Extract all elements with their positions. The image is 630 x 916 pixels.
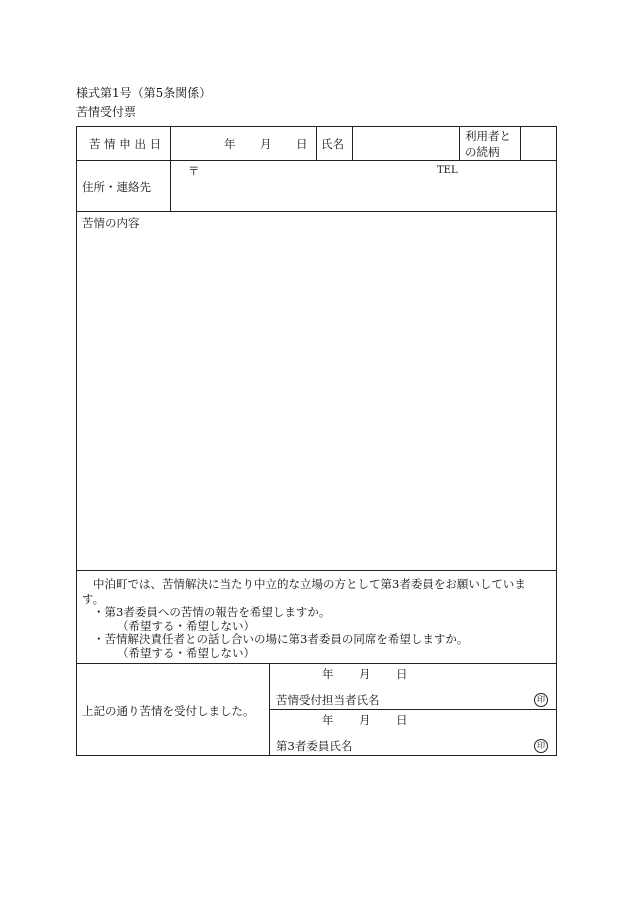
staff-date-day: 日 bbox=[396, 667, 408, 681]
staff-name-label: 苦情受付担当者氏名 bbox=[276, 693, 380, 707]
staff-seal-icon: 印 bbox=[534, 693, 548, 707]
name-label: 氏名 bbox=[321, 137, 344, 151]
staff-date-year: 年 bbox=[322, 667, 334, 681]
relationship-label-line2: の続柄 bbox=[465, 145, 500, 159]
committee-seal-icon: 印 bbox=[534, 739, 548, 753]
committee-name-label: 第3者委員氏名 bbox=[276, 739, 353, 753]
address-label: 住所・連絡先 bbox=[82, 180, 151, 194]
date-month-label: 月 bbox=[260, 137, 272, 151]
notice-line1-end: す。 bbox=[82, 592, 105, 606]
form-number: 様式第1号（第5条関係） bbox=[76, 86, 212, 100]
date-year-label: 年 bbox=[224, 137, 236, 151]
committee-date-day: 日 bbox=[396, 713, 408, 727]
date-day-label: 日 bbox=[296, 137, 308, 151]
committee-date-year: 年 bbox=[322, 713, 334, 727]
form-title: 苦情受付票 bbox=[76, 105, 137, 119]
postal-mark: 〒 bbox=[188, 164, 200, 178]
notice-question-1: ・第3者委員への苦情の報告を希望しますか。 bbox=[93, 605, 331, 619]
staff-date-month: 月 bbox=[359, 667, 371, 681]
complaint-date-label: 苦 情 申 出 日 bbox=[89, 137, 162, 151]
notice-line1: 中泊町では、苦情解決に当たり中立的な立場の方として第3者委員をお願いしていま bbox=[93, 577, 526, 591]
tel-label: TEL bbox=[437, 165, 458, 176]
notice-question-2-options: （希望する・希望しない） bbox=[117, 646, 255, 660]
receipt-statement: 上記の通り苦情を受付しました。 bbox=[82, 704, 255, 718]
complaint-content-label: 苦情の内容 bbox=[82, 216, 140, 230]
relationship-label-line1: 利用者と bbox=[465, 129, 511, 143]
committee-date-month: 月 bbox=[359, 713, 371, 727]
notice-question-1-options: （希望する・希望しない） bbox=[117, 619, 255, 633]
notice-question-2: ・苦情解決責任者との話し合いの場に第3者委員の同席を希望しますか。 bbox=[93, 632, 469, 646]
